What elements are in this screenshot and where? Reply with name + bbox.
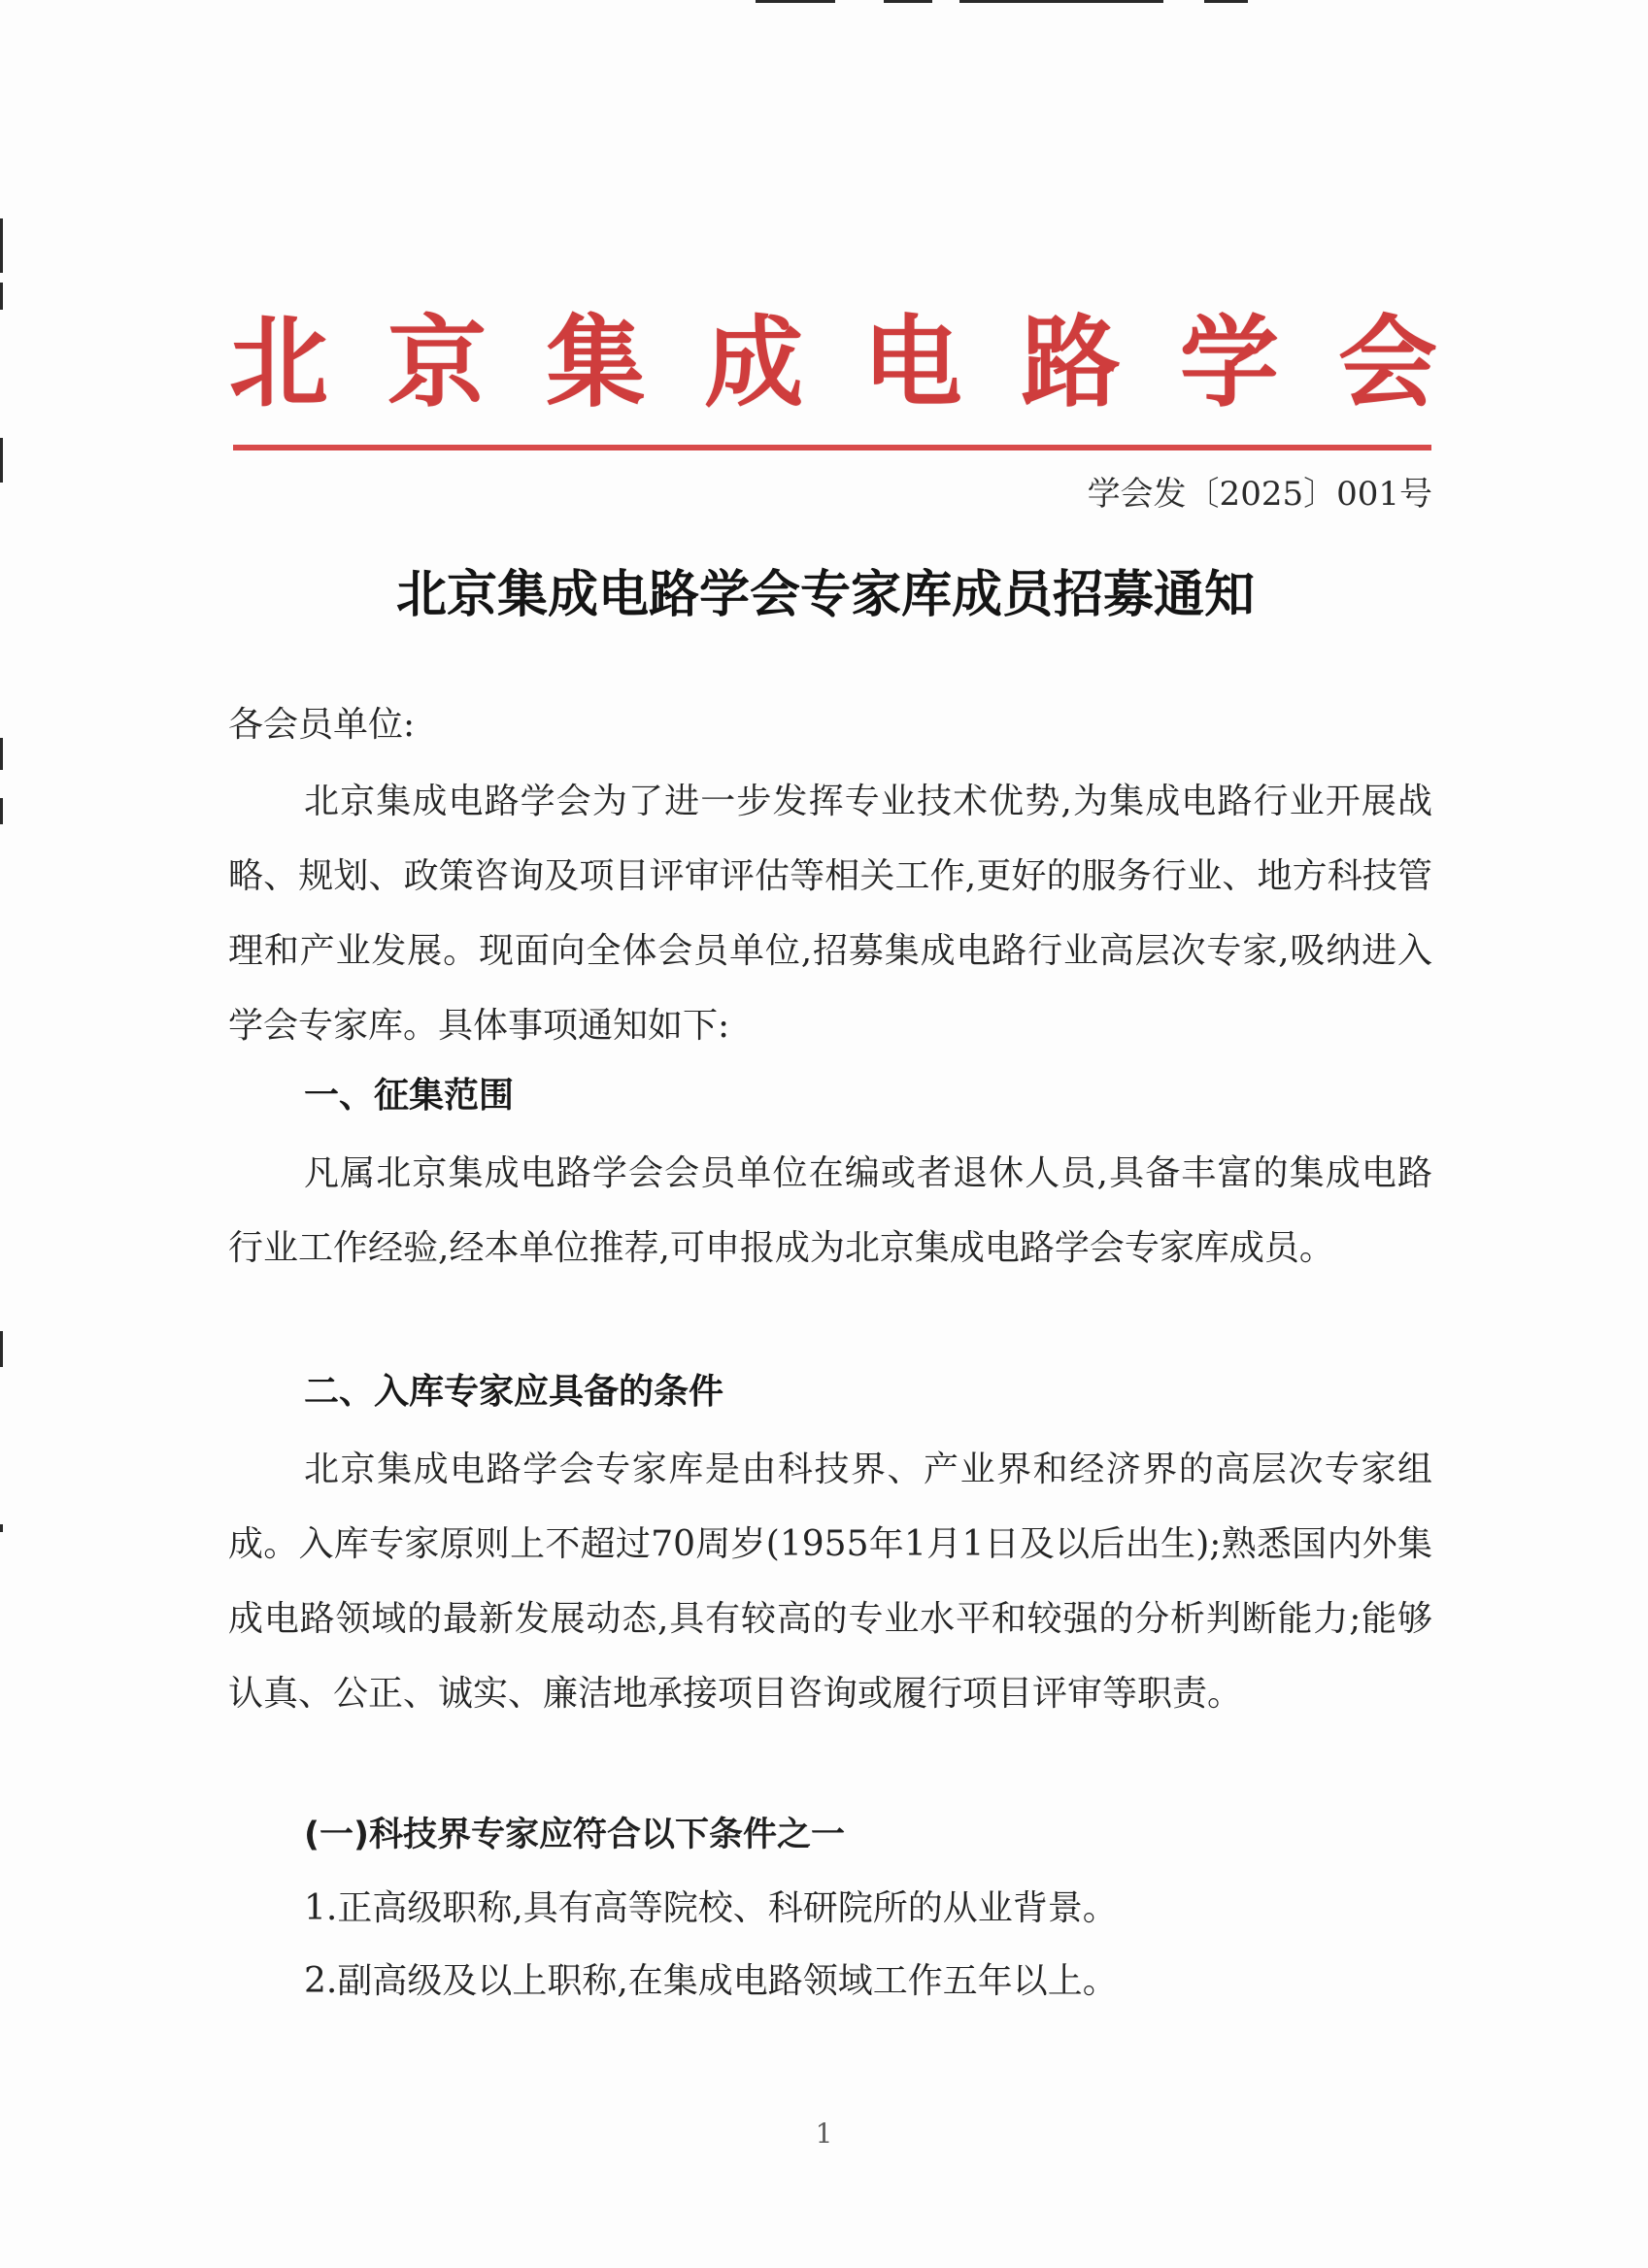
scope-paragraph: 凡属北京集成电路学会会员单位在编或者退休人员,具备丰富的集成电路行业工作经验,经本单位推荐,可申报成为北京集成电路学会专家库成员。 [228, 1153, 1432, 1268]
organization-header-char: 集 [546, 305, 646, 421]
salutation: 各会员单位: [228, 705, 416, 745]
intro-paragraph: 北京集成电路学会为了进一步发挥专业技术优势,为集成电路行业开展战略、规划、政策咨询及项目评审评估等相关工作,更好的服务行业、地方科技管理和产业发展。现面向全体会员单位,招募集成电路行业高层次专家,吸纳进入学会专家库。具体事项通知如下: [228, 782, 1432, 1046]
scan-mark [1204, 0, 1248, 3]
subsection-heading-science: (一)科技界专家应符合以下条件之一 [304, 1816, 845, 1854]
conditions-paragraph: 北京集成电路学会专家库是由科技界、产业界和经济界的高层次专家组成。入库专家原则上不超过70周岁(1955年1月1日及以后出生);熟悉国内外集成电路领域的最新发展动态,具有较高的专业水平和较强的分析判断能力;能够认真、公正、诚实、廉洁地承接项目咨询或履行项目评审等职责。 [228, 1450, 1432, 1714]
scan-mark [959, 0, 1163, 3]
scan-mark [0, 438, 3, 483]
document-title: 北京集成电路学会专家库成员招募通知 [395, 566, 1255, 624]
scan-mark [0, 218, 3, 273]
organization-header-char: 北 [229, 305, 328, 421]
condition-item-2: 2.副高级及以上职称,在集成电路领域工作五年以上。 [304, 1961, 1118, 2001]
scan-mark [756, 0, 835, 3]
document-number: 学会发〔2025〕001号 [1087, 475, 1432, 514]
condition-item-1: 1.正高级职称,具有高等院校、科研院所的从业背景。 [304, 1888, 1118, 1928]
header-red-rule [233, 445, 1431, 450]
scan-mark [0, 798, 3, 824]
organization-header-char: 电 [862, 305, 962, 421]
organization-header-char: 会 [1337, 305, 1437, 421]
section-heading-scope: 一、征集范围 [304, 1076, 515, 1116]
scan-mark [884, 0, 932, 3]
organization-header-char: 成 [704, 305, 804, 421]
scan-mark [0, 283, 3, 310]
section-heading-conditions: 二、入库专家应具备的条件 [304, 1372, 724, 1412]
organization-header [229, 305, 1437, 421]
organization-header-char: 路 [1021, 305, 1121, 421]
scan-mark [0, 738, 3, 770]
organization-header-char: 学 [1179, 305, 1279, 421]
organization-header-char: 京 [387, 305, 488, 421]
scan-mark [0, 1524, 3, 1532]
page-number: 1 [815, 2118, 833, 2150]
scan-mark [0, 1331, 3, 1367]
